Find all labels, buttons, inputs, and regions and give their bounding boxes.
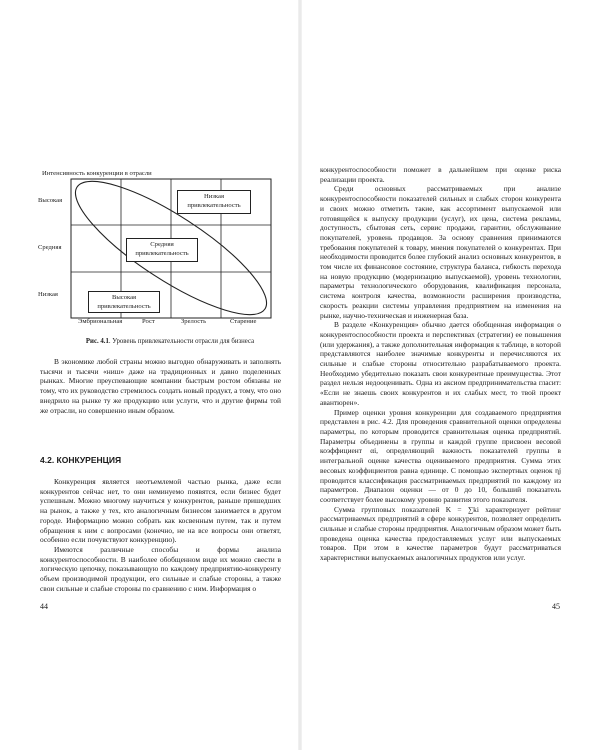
page-number-left: 44 xyxy=(40,602,48,611)
zone-low-attractiveness: Низкая привлекательность xyxy=(177,190,251,214)
figure-caption xyxy=(70,338,270,345)
section-heading: 4.2. КОНКУРЕНЦИЯ xyxy=(40,455,122,465)
caption-label: Рис. 4.1 xyxy=(85,338,109,345)
left-text-block-1 xyxy=(40,357,281,415)
x-stage-decline: Старение xyxy=(230,318,257,325)
caption-text: . Уровень привлекательности отрасли для бизнеса xyxy=(108,338,255,345)
paragraph: Среди основных рассматриваемых при анализе конкурентоспособности показателей сильных и слабых сторон конкурента и своих можно отметить такие, как ассортимент выпускаемой или готовящейся к выпуску продукции (услуг), их цена, система рекламы, доступность, сбытовая сеть, сервис продажи, гарантии, обслуживание покупателей, уровень продавцов. За основу сравнения принимаются требования покупателей к товару, мнения покупателей о конкурентах. При необходимости проводится более глубокий анализ основных конкурентов, в том числе их финансовое состояние, структура баланса, гибкость перехода на новую продукцию (модернизацию выпускаемой), уровень технологии, параметры технологического оборудования, квалификация персонала, система контроля качества, возможности расширения производства, скорость реакции системы управления предприятием на изменения на рынке, научно-техническая и инженерная база. xyxy=(320,184,561,320)
page-number-right: 45 xyxy=(552,602,560,611)
paragraph: Сумма групповых показателей K = ∑ki характеризует рейтинг рассматриваемых предприятий в сфере конкурентов, позволяет определить сильные и слабые стороны предприятия. Аналогичным образом может быть проведена оценка качества предоставляемых услуг или выпускаемых товаров. При этом в качестве параметров будут рассматриваться характеристики выпускаемых аналогичных продуктов или услуг. xyxy=(320,504,561,563)
paragraph: В разделе «Конкуренция» обычно дается обобщенная информация о конкурентоспособности проекта и перспективах (стратегии) ее повышения (или удержания), а также дополнительная информация к таблице, в которой представляются наиболее значимые конкуренты и перечисляются их сильные и слабые стороны относительно разрабатываемого проекта. Необходимо убедительно показать свои конкурентные преимущества. Этот раздел нельзя недооценивать. Одна из аксиом предпринимательства гласит: «Если не знаешь своих конкурентов и их слабых мест, то твой проект авантюрен». xyxy=(320,320,561,407)
y-level-high: Высокая xyxy=(38,197,63,204)
y-level-low: Низкая xyxy=(38,291,58,298)
figure-y-axis-title: Интенсивность конкуренции в отрасли xyxy=(42,170,152,177)
right-page xyxy=(300,0,600,750)
y-level-medium: Средняя xyxy=(38,244,62,251)
x-stage-maturity: Зрелость xyxy=(181,318,207,325)
left-text-block-2 xyxy=(40,477,281,593)
right-text-block xyxy=(320,165,561,563)
paragraph: Конкуренция является неотъемлемой частью рынка, даже если конкурентов сейчас нет, то они неминуемо появятся, если бизнес будет успешным. Можно многому научиться у конкурентов, раньше пришедших на рынок, а также у тех, кто аналогичным бизнесом занимается в другом городе. Информацию можно собрать как косвенным путем, так и путем обращения к ним с вопросами (конечно, не на все вопросы они ответят, особенно если почувствуют конкуренцию). xyxy=(40,477,281,545)
zone-medium-attractiveness: Средняя привлекательность xyxy=(126,238,198,262)
figure-4-1 xyxy=(38,170,278,332)
paragraph: Имеются различные способы и формы анализа конкурентоспособности. В наиболее обобщенном виде их можно свести в логическую цепочку, показывающую по каждому предприятию-конкуренту объем производимой продукции, его сильные и слабые стороны, а также свои сильные и слабые стороны по сравнению с ним. Информация о xyxy=(40,544,281,593)
paragraph: Пример оценки уровня конкуренции для создаваемого предприятия представлен в рис. 4.2. Для проведения сравнительной оценки определены параметры, по которым проводится сравнительная оценка предприятий. Параметры объединены в группы и каждой группе присвоен весовой коэффициент αi, определяющий важность показателей группы в интегральной оценке качества оцениваемого предприятия. Сумма этих весовых коэффициентов равна единице. С помощью экспертных оценок ηj проводится классификация рассматриваемых предприятий по каждому из параметров. Диапазон оценки — от 0 до 10, больший показатель соответствует более высокому уровню развития этого показателя. xyxy=(320,407,561,504)
paragraph: В экономике любой страны можно выгодно обнаруживать и заполнять тысячи и тысячи «ниш» даже на традиционных и давно поделенных рынках. Многие преуспевающие компании быстрым ростом обязаны не тому, что их руководство стремилось создать новый продукт, а тому, что оно внедрило на рынке ту же продукцию или услуги, что и другие фирмы той же отрасли, но совершенно иным образом. xyxy=(40,357,281,415)
zone-high-attractiveness: Высокая привлекательность xyxy=(88,291,160,313)
x-stage-growth: Рост xyxy=(142,318,155,325)
paragraph: конкурентоспособности поможет в дальнейшем при оценке риска реализации проекта. xyxy=(320,165,561,184)
x-stage-embryonic: Эмбриональная xyxy=(78,318,123,325)
